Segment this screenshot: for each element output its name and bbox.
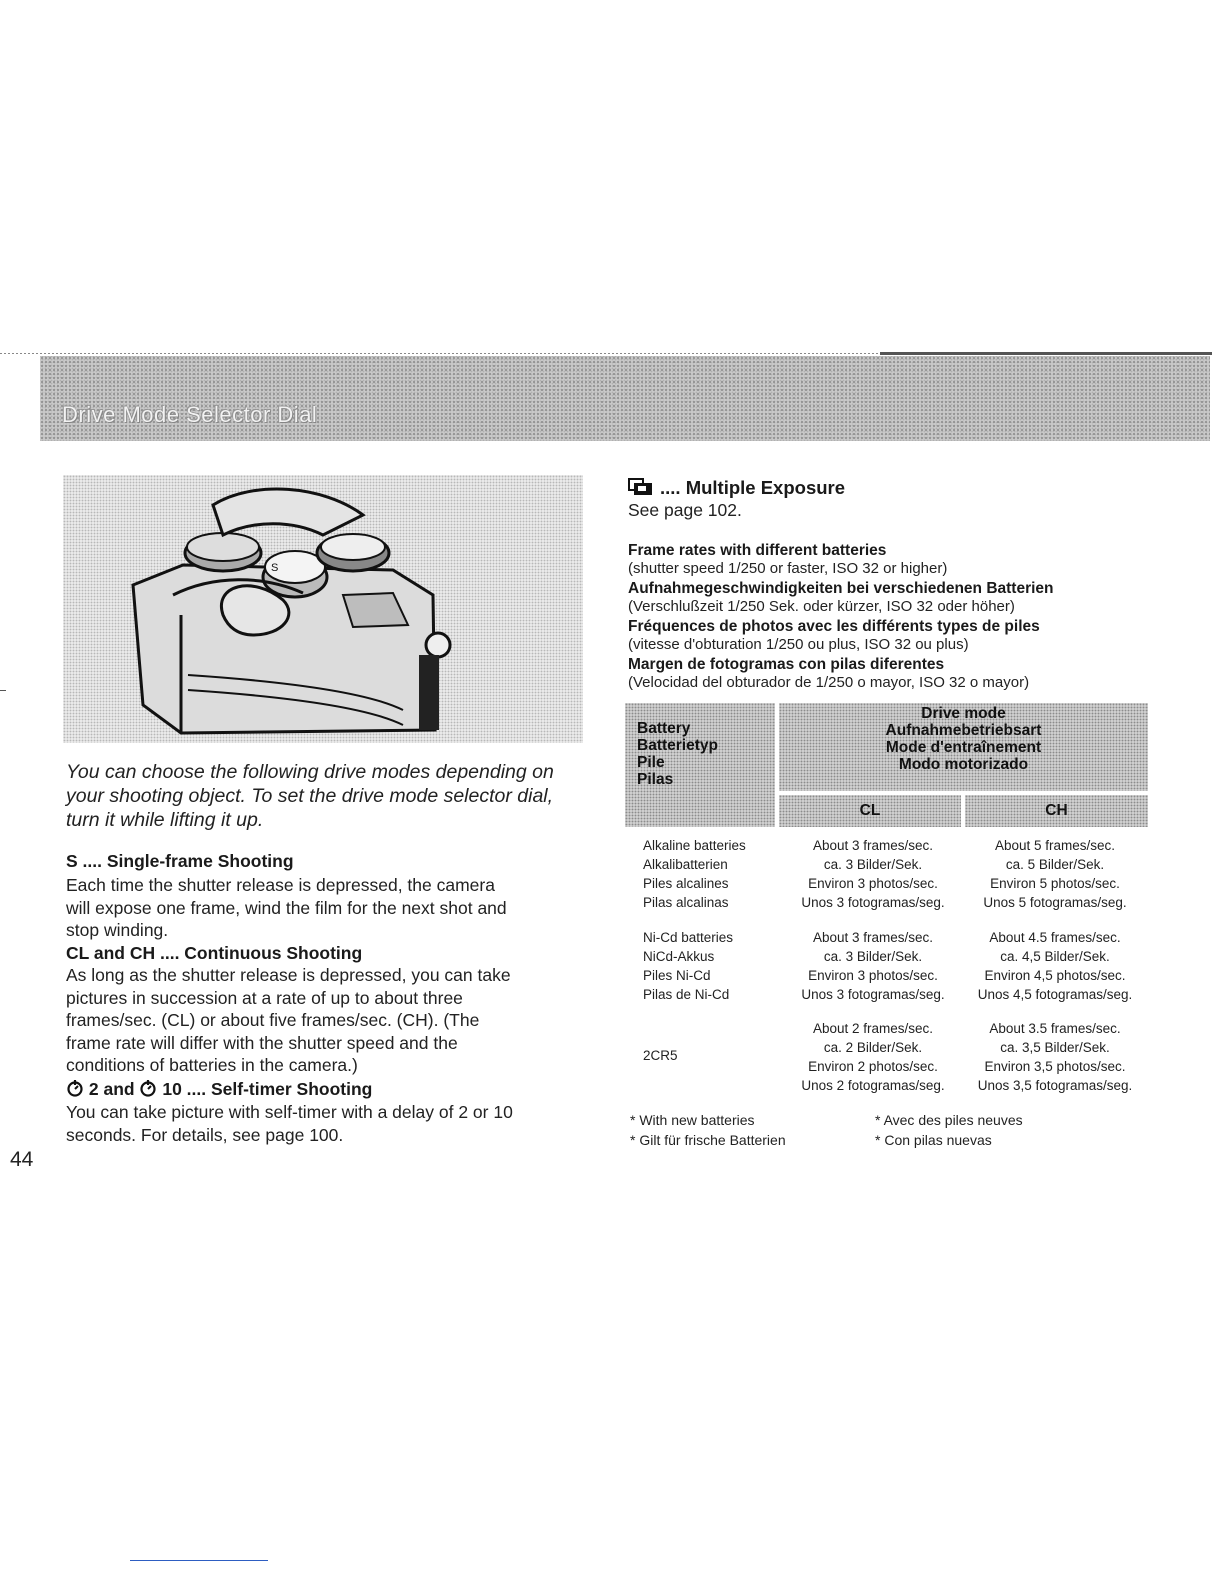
page-number: 44 [10,1148,34,1171]
cell-line: Unos 3,5 fotogramas/seg. [977,1078,1133,1093]
cell-line: Alkaline batteries [643,838,746,853]
cl-cell [785,928,961,1004]
self-timer-heading-part: 10 .... Self-timer Shooting [162,1079,373,1099]
top-rule-dark [880,352,1212,355]
strap-lug-post [419,655,439,730]
frame-rates-sub: (vitesse d'obturation 1/250 ou plus, ISO 32 ou plus) [628,636,969,653]
cell-line: Piles Ni-Cd [643,968,711,983]
body-line: frames/sec. (CL) or about five frames/sec. (CH). (The [66,1010,480,1030]
strap-lug [426,633,450,657]
cell-line: ca. 5 Bilder/Sek. [1005,857,1105,872]
footnote: * Gilt für frische Batterien [630,1132,786,1148]
cell-line: ca. 3 Bilder/Sek. [823,857,923,872]
intro-caption: You can choose the following drive modes depending on your shooting object. To set the drive mode selector dial, turn it while lifting it up. [66,761,554,831]
header-label: Pilas [637,771,674,788]
bottom-rule [130,1560,268,1561]
cell-line: Environ 5 photos/sec. [990,876,1120,891]
cl-header-label: CL [859,802,881,819]
frame-rates-en [628,542,1188,578]
frame-rates-sub: (shutter speed 1/250 or faster, ISO 32 or higher) [628,560,948,577]
frame-rates-es [628,656,1188,692]
self-timer-body [66,1101,586,1146]
body-line: conditions of batteries in the camera.) [66,1055,358,1075]
cl-cell [785,836,961,912]
body-line: pictures in succession at a rate of up to about three [66,987,463,1008]
dial-mark-s: S [271,562,279,574]
cell-line: Unos 4,5 fotogramas/seg. [977,987,1133,1002]
cell-line: NiCd-Akkus [643,949,715,964]
cell-line: Unos 3 fotogramas/seg. [801,987,945,1002]
multiple-exposure-title: .... Multiple Exposure [660,477,846,498]
cell-line: Pilas alcalinas [643,895,729,910]
continuous-body [66,964,586,1077]
section-title: Drive Mode Selector Dial [62,402,318,427]
cell-line: Environ 4,5 photos/sec. [984,968,1126,983]
cell-line: Unos 3 fotogramas/seg. [801,895,945,910]
cell-line: About 2 frames/sec. [812,1021,934,1036]
battery-header-labels [637,720,718,788]
cell-line: Environ 2 photos/sec. [808,1059,938,1074]
self-timer-heading-part: 2 and [88,1079,135,1099]
frame-rates-heading: Aufnahmegeschwindigkeiten bei verschiedenen Batterien [628,580,1054,597]
margin-tick [0,690,6,691]
footnote: * Con pilas nuevas [875,1132,992,1148]
cell-line: About 3.5 frames/sec. [989,1021,1121,1036]
body-line: Each time the shutter release is depressed, the camera [66,875,495,895]
header-label: Battery [637,720,691,737]
battery-cell [643,1046,793,1065]
body-line: As long as the shutter release is depressed, you can take [66,965,511,985]
cell-line: Alkalibatterien [643,857,728,872]
ch-cell [962,1019,1148,1095]
self-timer-icon [66,1079,84,1097]
frame-rates-sub: (Velocidad del obturador de 1/250 o mayor, ISO 32 o mayor) [628,674,1030,691]
self-timer-icon [139,1079,157,1097]
footnotes-left [630,1110,786,1150]
body-line: seconds. For details, see page 100. [66,1124,344,1145]
battery-cell [643,836,793,912]
footnotes-right [875,1110,1023,1150]
body-line: will expose one frame, wind the film for the next shot and [66,897,507,918]
multiple-exposure-heading [628,477,845,499]
cell-line: About 4.5 frames/sec. [989,930,1121,945]
battery-cell [643,928,793,1004]
left-knob-top [187,533,259,561]
header-label: Mode d'entraînement [885,739,1042,756]
cell-line: Ni-Cd batteries [643,930,734,945]
cell-line: About 5 frames/sec. [994,838,1116,853]
header-label: Pile [637,754,665,771]
ch-cell [962,836,1148,912]
cell-line: Unos 2 fotogramas/seg. [801,1078,945,1093]
body-line: You can take picture with self-timer with a delay of 2 or 10 [66,1102,513,1122]
cell-line: Environ 3 photos/sec. [808,876,938,891]
frame-rates-de [628,580,1188,616]
body-line: stop winding. [66,920,169,940]
ch-cell [962,928,1148,1004]
camera-dial-illustration [63,475,583,743]
cell-line: 2CR5 [643,1048,678,1063]
self-timer-heading [66,1078,581,1100]
cell-line: Pilas de Ni-Cd [643,987,730,1002]
camera-dial-photo [63,475,583,743]
cl-cell [785,1019,961,1095]
footnote: * Avec des piles neuves [875,1112,1023,1128]
single-frame-body [66,874,586,942]
multiple-exposure-icon [628,478,654,496]
frame-rates-heading: Margen de fotogramas con pilas diferentes [628,656,945,673]
cell-line: ca. 4,5 Bilder/Sek. [1000,949,1110,964]
cell-line: ca. 3 Bilder/Sek. [823,949,923,964]
cell-line: Environ 3 photos/sec. [808,968,938,983]
frame-rates-heading: Fréquences de photos avec les différents types de piles [628,618,1040,635]
cell-line: ca. 3,5 Bilder/Sek. [1000,1040,1110,1055]
cell-line: About 3 frames/sec. [812,930,934,945]
section-banner [40,356,1210,441]
single-frame-heading: S .... Single-frame Shooting [66,851,294,871]
header-label: Modo motorizado [898,756,1029,773]
multiple-exposure-see: See page 102. [628,500,742,520]
drive-mode-header-labels [779,705,1148,773]
hand-fingers [213,489,363,535]
body-line: frame rate will differ with the shutter speed and the [66,1032,458,1053]
table-header [625,703,1148,827]
header-label: Batterietyp [637,737,718,754]
cell-line: About 3 frames/sec. [812,838,934,853]
footnote: * With new batteries [630,1112,755,1128]
cell-line: Environ 3,5 photos/sec. [984,1059,1126,1074]
ch-header-label: CH [1045,802,1068,819]
frame-rates-heading: Frame rates with different batteries [628,542,887,559]
cell-line: Unos 5 fotogramas/seg. [983,895,1127,910]
frame-rates-sub: (Verschlußzeit 1/250 Sek. oder kürzer, ISO 32 oder höher) [628,598,1015,615]
continuous-heading: CL and CH .... Continuous Shooting [66,943,363,963]
frame-rates-fr [628,618,1188,654]
cell-line: Piles alcalines [643,876,729,891]
header-label: Drive mode [921,705,1006,722]
header-label: Aufnahmebetriebsart [885,722,1042,739]
right-knob-top [321,534,385,560]
cell-line: ca. 2 Bilder/Sek. [823,1040,923,1055]
